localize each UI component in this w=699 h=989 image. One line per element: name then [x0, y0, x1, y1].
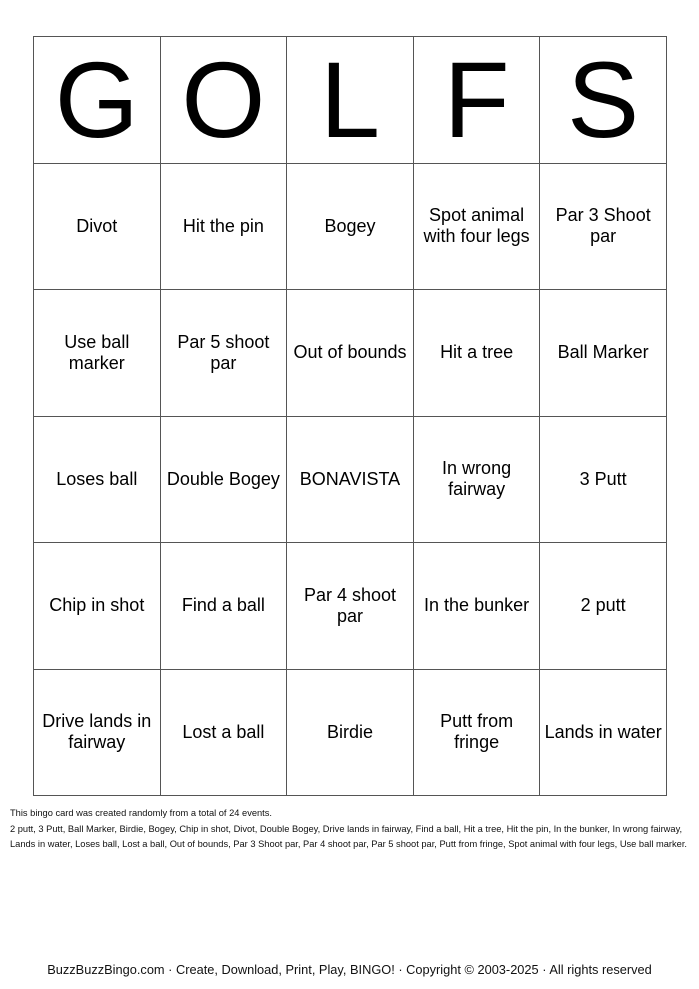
bingo-cell: Par 5 shoot par: [160, 290, 287, 417]
card-row: [34, 669, 667, 796]
bingo-cell: Loses ball: [34, 416, 161, 543]
card-info: [10, 806, 690, 853]
header-letter-g: G: [34, 37, 161, 164]
bingo-cell: Find a ball: [160, 543, 287, 670]
bingo-cell: Use ball marker: [34, 290, 161, 417]
bingo-cell: Spot animal with four legs: [413, 163, 540, 290]
bingo-cell: Hit the pin: [160, 163, 287, 290]
card-row: [34, 416, 667, 543]
card-row: [34, 163, 667, 290]
card-row: [34, 543, 667, 670]
bingo-cell: Chip in shot: [34, 543, 161, 670]
bingo-cell: Par 3 Shoot par: [540, 163, 667, 290]
bingo-card: [33, 36, 667, 796]
bingo-cell: Hit a tree: [413, 290, 540, 417]
bingo-cell: Par 4 shoot par: [287, 543, 414, 670]
bingo-cell: Divot: [34, 163, 161, 290]
free-space-cell: BONAVISTA: [287, 416, 414, 543]
card-row: [34, 290, 667, 417]
card-info-summary: This bingo card was created randomly from a total of 24 events.: [10, 808, 272, 818]
bingo-cell: Bogey: [287, 163, 414, 290]
event-list: 2 putt, 3 Putt, Ball Marker, Birdie, Bogey, Chip in shot, Divot, Double Bogey, Drive lands in fairway, Find a ball, Hit a tree, Hit the pin, In the bunker, In wrong fairway, Lands in water, Loses ball, Lost a ball, Out of bounds, Par 3 Shoot par, Par 4 shoot par, Par 5 shoot par, Putt from fringe, Spot animal with four legs, Use ball marker.: [10, 823, 687, 849]
bingo-cell: Putt from fringe: [413, 669, 540, 796]
header-letter-o: O: [160, 37, 287, 164]
bingo-cell: 2 putt: [540, 543, 667, 670]
bingo-cell: In wrong fairway: [413, 416, 540, 543]
bingo-cell: Birdie: [287, 669, 414, 796]
header-letter-f: F: [413, 37, 540, 164]
bingo-cell: Out of bounds: [287, 290, 414, 417]
header-letter-l: L: [287, 37, 414, 164]
bingo-cell: Drive lands in fairway: [34, 669, 161, 796]
bingo-cell: 3 Putt: [540, 416, 667, 543]
bingo-cell: Lost a ball: [160, 669, 287, 796]
bingo-cell: Lands in water: [540, 669, 667, 796]
header-letter-s: S: [540, 37, 667, 164]
bingo-cell: Ball Marker: [540, 290, 667, 417]
bingo-cell: Double Bogey: [160, 416, 287, 543]
footer-copyright: BuzzBuzzBingo.com · Create, Download, Print, Play, BINGO! · Copyright © 2003-2025 · All rights reserved: [47, 962, 652, 977]
header-row: [34, 37, 667, 164]
bingo-cell: In the bunker: [413, 543, 540, 670]
